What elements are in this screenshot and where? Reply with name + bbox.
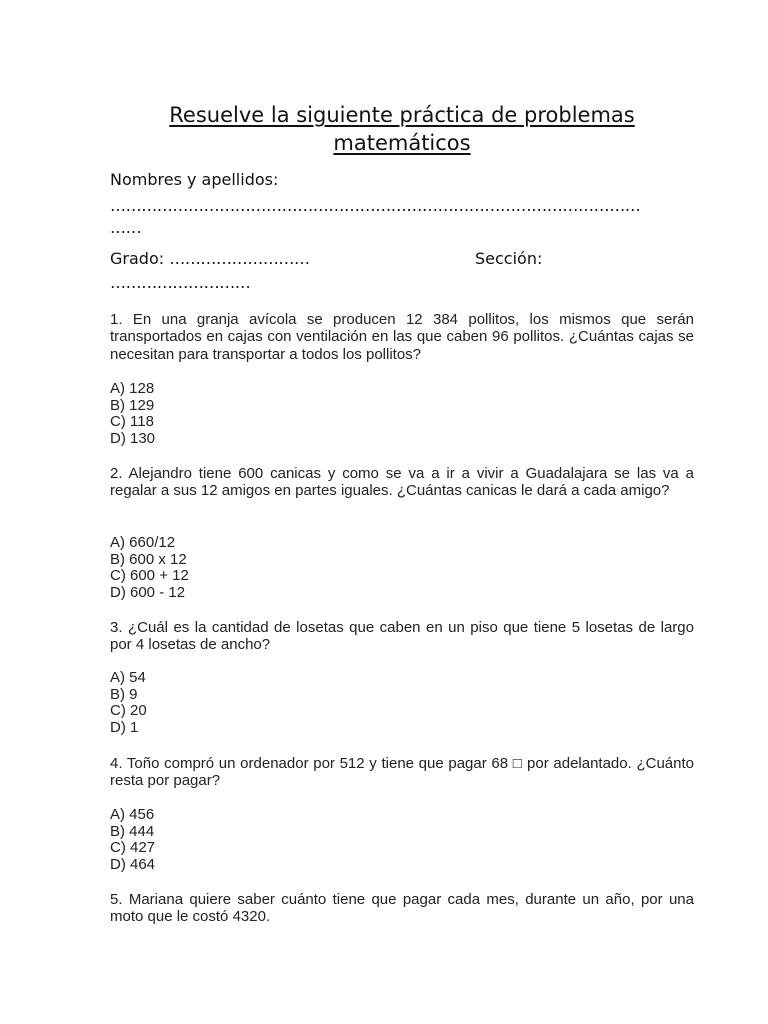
title-line-2: matemáticos bbox=[333, 131, 471, 155]
title-line-1: Resuelve la siguiente práctica de problemas bbox=[169, 103, 635, 127]
option-b: B) 9 bbox=[110, 685, 138, 703]
question-2: 2. Alejandro tiene 600 canicas y como se va a ir a vivir a Guadalajara se las va a regalar a sus 12 amigos en partes iguales. ¿Cuántas canicas le dará a cada amigo? bbox=[110, 465, 694, 500]
option-b: B) 129 bbox=[110, 396, 155, 414]
option-d: D) 464 bbox=[110, 856, 156, 874]
names-label: Nombres y apellidos: bbox=[110, 170, 279, 189]
option-b: B) 444 bbox=[110, 822, 155, 840]
question-2-options bbox=[110, 535, 189, 602]
worksheet-title bbox=[110, 101, 694, 157]
section-label: Sección: bbox=[475, 249, 543, 268]
option-d: D) 130 bbox=[110, 430, 156, 448]
names-fill-line-continued: …… bbox=[110, 218, 142, 237]
question-4: 4. Toño compró un ordenador por 512 y tiene que pagar 68 □ por adelantado. ¿Cuánto resta por pagar? bbox=[110, 755, 694, 790]
question-1: 1. En una granja avícola se producen 12 384 pollitos, los mismos que serán transportados en cajas con ventilación en las que caben 96 pollitos. ¿Cuántas cajas se necesitan para transportar a todos los pollitos? bbox=[110, 311, 694, 363]
option-d: D) 600 - 12 bbox=[110, 584, 186, 602]
option-b: B) 600 x 12 bbox=[110, 550, 187, 568]
question-5: 5. Mariana quiere saber cuánto tiene que pagar cada mes, durante un año, por una moto que le costó 4320. bbox=[110, 891, 694, 926]
option-d: D) 1 bbox=[110, 719, 139, 737]
option-a: A) 54 bbox=[110, 669, 146, 686]
grade-fill-line: ……………………… bbox=[169, 249, 310, 268]
question-4-options bbox=[110, 807, 155, 874]
names-fill-line: ………………………………………………………………………………………… bbox=[110, 196, 641, 215]
section-fill-line: ……………………… bbox=[110, 273, 251, 292]
option-a: A) 456 bbox=[110, 806, 155, 823]
option-a: A) 660/12 bbox=[110, 534, 176, 551]
option-c: C) 20 bbox=[110, 702, 147, 720]
grade-field bbox=[110, 248, 310, 270]
question-3: 3. ¿Cuál es la cantidad de losetas que caben en un piso que tiene 5 losetas de largo por 4 losetas de ancho? bbox=[110, 619, 694, 654]
question-1-options bbox=[110, 381, 155, 448]
option-c: C) 118 bbox=[110, 413, 154, 431]
option-c: C) 600 + 12 bbox=[110, 567, 189, 585]
option-a: A) 128 bbox=[110, 380, 155, 397]
grade-label: Grado: bbox=[110, 249, 165, 268]
option-c: C) 427 bbox=[110, 839, 156, 857]
question-3-options bbox=[110, 670, 147, 737]
